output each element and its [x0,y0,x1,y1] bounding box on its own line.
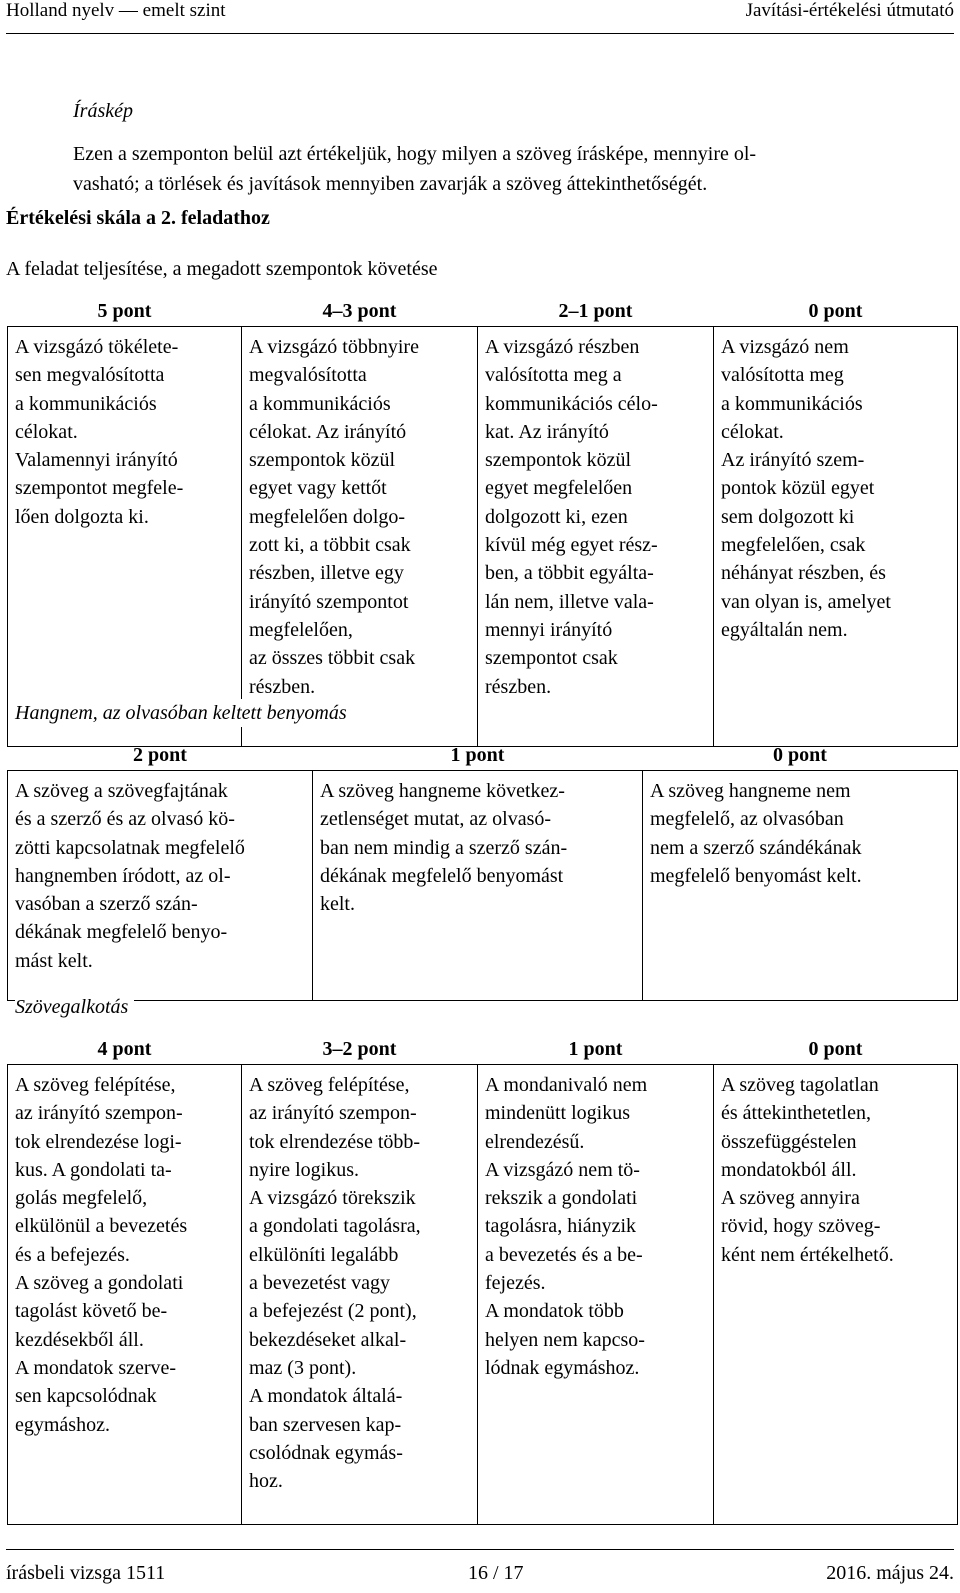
footer-divider [6,1549,954,1550]
page-footer [6,1553,954,1593]
section3-header: 3–2 pont [322,1037,397,1060]
section2-header: 1 pont [450,743,505,766]
header-left: Holland nyelv — emelt szint [6,0,226,21]
footer-date: 2016. május 24. [826,1561,954,1584]
section3-cell: A mondanivaló nem mindenütt logikus elrendezésű. A vizsgázó nem tö- rekszik a gondolati tagolásra, hiányzik a bevezetés és a be- fejezés. A mondatok több helyen nem kapcso- lódnak egymáshoz. [478,1065,714,1525]
section1-header: 4–3 pont [322,299,397,322]
section2-table [7,740,958,1001]
section3-header: 1 pont [568,1037,623,1060]
section2-cell: A szöveg a szövegfajtának és a szerző és az olvasó kö- zötti kapcsolatnak megfelelő hangnemben íródott, az ol- vasóban a szerző szán- dékának megfelelő benyo- mást kelt. [8,771,313,1001]
header-right: Javítási-értékelési útmutató [745,0,954,21]
page-header [6,0,954,28]
scale-title: Értékelési skála a 2. feladathoz [6,207,270,229]
section1-header: 2–1 pont [558,299,633,322]
section3-cell: A szöveg tagolatlan és áttekinthetetlen, összefüggéstelen mondatokból áll. A szöveg annyira rövid, hogy szöveg- ként nem értékelhető. [714,1065,958,1525]
section3-header: 0 pont [808,1037,863,1060]
section1-cell: A vizsgázó nem valósította meg a kommunikációs célokat. Az irányító szem- pontok közül egyet sem dolgozott ki megfelelően, csak néhányat részben, és van olyan is, amelyet egyáltalán nem. [714,327,958,747]
section3-title: Szövegalkotás [15,993,134,1021]
section3-table [7,1034,958,1525]
section2-header: 2 pont [133,743,187,766]
section2-header: 0 pont [773,743,827,766]
footer-left: írásbeli vizsga 1511 [6,1561,166,1584]
header-divider [6,33,954,34]
section1-header: 0 pont [808,299,863,322]
writing-title: Íráskép [73,100,133,122]
section1-table [7,296,958,747]
section2-cell: A szöveg hangneme nem megfelelő, az olvasóban nem a szerző szándékának megfelelő benyomást kelt. [643,771,958,1001]
section1-header: 5 pont [97,299,152,322]
section2-title: Hangnem, az olvasóban keltett benyomás [15,699,353,727]
section3-cell: A szöveg felépítése, az irányító szempon- tok elrendezése több- nyire logikus. A vizsgázó törekszik a gondolati tagolásra, elkülöníti legalább a bevezetést vagy a befejezést (2 pont), bekezdéseket alkal- maz (3 pont). A mondatok általá- ban szervesen kap- csolódnak egymás- hoz. [242,1065,478,1525]
section1-cell: A vizsgázó többnyire megvalósította a kommunikációs célokat. Az irányító szempontok közül egyet vagy kettőt megfelelően dolgo- zott ki, a többit csak részben, illetve egy irányító szempontot megfelelően, az összes többit csak részben. [242,327,478,747]
section1-cell: A vizsgázó tökélete- sen megvalósította a kommunikációs célokat. Valamennyi irányító szempontot megfele- lően dolgozta ki. [8,327,242,747]
section1-cell: A vizsgázó részben valósította meg a kommunikációs célo- kat. Az irányító szempontok közül egyet megfelelően dolgozott ki, ezen kívül még egyet rész- ben, a többit egyálta- lán nem, illetve vala- mennyi irányító szempontot csak részben. [478,327,714,747]
writing-text: Ezen a szemponton belül azt értékeljük, hogy milyen a szöveg írásképe, mennyire ol- vasható; a törlések és javítások mennyiben zavarják a szöveg áttekinthetőségét. [73,143,757,195]
section3-cell: A szöveg felépítése, az irányító szempon- tok elrendezése logi- kus. A gondolati ta- golás megfelelő, elkülönül a bevezetés és a befejezés. A szöveg a gondolati tagolást követő be- kezdésekből áll. A mondatok szerve- sen kapcsolódnak egymáshoz. [8,1065,242,1525]
section2-cell: A szöveg hangneme következ- zetlenséget mutat, az olvasó- ban nem mindig a szerző szán- dékának megfelelő benyomást kelt. [313,771,643,1001]
section3-header: 4 pont [97,1037,152,1060]
section1-title: A feladat teljesítése, a megadott szempontok követése [6,258,438,280]
footer-page-number: 16 / 17 [467,1561,524,1584]
